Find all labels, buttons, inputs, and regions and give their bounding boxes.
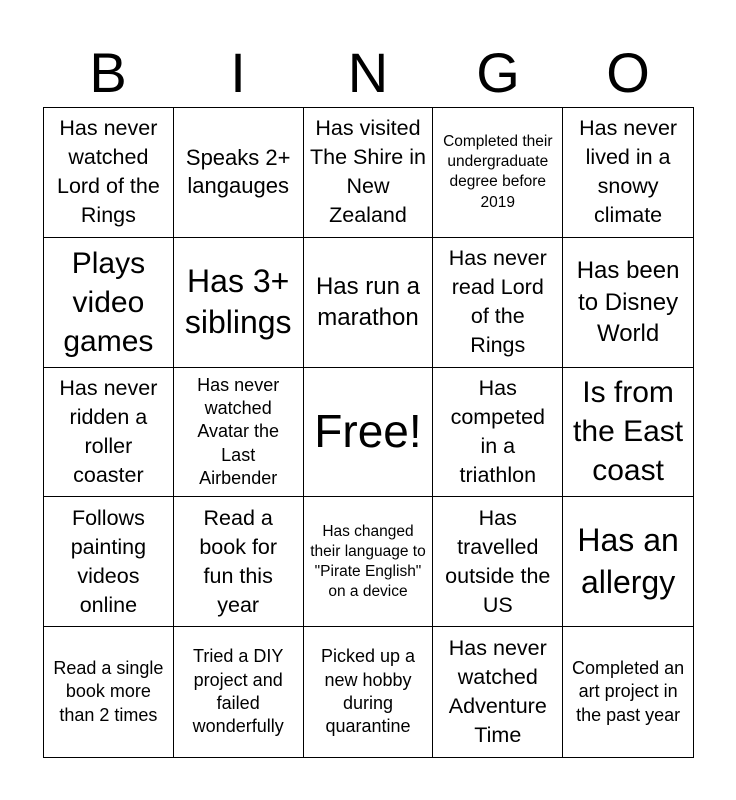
bingo-cell[interactable] <box>433 238 563 368</box>
bingo-header <box>43 40 693 106</box>
cell-text: Has run a marathon <box>315 273 421 332</box>
bingo-cell[interactable] <box>563 497 693 627</box>
cell-text: Speaks 2+ langauges <box>185 144 291 199</box>
header-letter-n: N <box>347 41 389 104</box>
bingo-cell[interactable] <box>174 108 304 238</box>
cell-text: Has never lived in a snowy climate <box>579 116 678 228</box>
cell-text: Has competed in a triathlon <box>450 375 545 487</box>
bingo-cell[interactable] <box>174 368 304 498</box>
cell-text: Has 3+ siblings <box>184 262 292 341</box>
cell-text: Has never watched Avatar the Last Airbender <box>197 374 280 489</box>
bingo-cell[interactable] <box>563 108 693 238</box>
cell-text: Has visited The Shire in New Zealand <box>310 116 426 228</box>
header-letter-g: G <box>476 41 520 104</box>
cell-text: Has never watched Lord of the Rings <box>56 116 160 228</box>
bingo-cell[interactable] <box>563 238 693 368</box>
bingo-cell[interactable] <box>433 497 563 627</box>
bingo-cell[interactable] <box>563 627 693 757</box>
bingo-cell[interactable] <box>304 238 434 368</box>
bingo-cell[interactable] <box>174 497 304 627</box>
bingo-cell[interactable] <box>44 497 174 627</box>
bingo-cell[interactable] <box>433 627 563 757</box>
bingo-cell[interactable] <box>304 497 434 627</box>
header-letter-o: O <box>606 41 650 104</box>
cell-text: Completed an art project in the past year <box>572 658 685 725</box>
cell-text: Has never read Lord of the Rings <box>448 246 547 358</box>
cell-text: Has never ridden a roller coaster <box>59 375 158 487</box>
cell-text: Plays video games <box>63 246 154 358</box>
cell-text: Is from the East coast <box>573 376 684 488</box>
free-space-text: Free! <box>314 405 422 458</box>
bingo-cell[interactable] <box>174 238 304 368</box>
cell-text: Has been to Disney World <box>576 257 680 347</box>
bingo-cell[interactable] <box>44 368 174 498</box>
cell-text: Read a single book more than 2 times <box>53 658 164 725</box>
cell-text: Has changed their language to "Pirate English" on a device <box>310 522 426 600</box>
cell-text: Follows painting videos online <box>70 505 147 617</box>
bingo-cell[interactable] <box>304 108 434 238</box>
header-letter-i: I <box>230 41 246 104</box>
bingo-cell[interactable] <box>44 238 174 368</box>
cell-text: Has an allergy <box>577 522 679 600</box>
bingo-board <box>43 107 694 758</box>
cell-text: Picked up a new hobby during quarantine <box>320 646 416 737</box>
bingo-cell[interactable] <box>433 368 563 498</box>
cell-text: Has travelled outside the US <box>445 505 551 617</box>
bingo-cell[interactable] <box>44 627 174 757</box>
header-letter-b: B <box>89 41 127 104</box>
cell-text: Tried a DIY project and failed wonderfully <box>192 646 284 737</box>
bingo-cell[interactable] <box>563 368 693 498</box>
bingo-cell[interactable] <box>44 108 174 238</box>
bingo-cell[interactable] <box>174 627 304 757</box>
cell-text: Completed their undergraduate degree before 2019 <box>443 133 553 211</box>
bingo-cell[interactable] <box>304 627 434 757</box>
cell-text: Read a book for fun this year <box>199 505 278 617</box>
bingo-cell[interactable] <box>304 368 434 498</box>
cell-text: Has never watched Adventure Time <box>448 636 547 748</box>
bingo-cell[interactable] <box>433 108 563 238</box>
